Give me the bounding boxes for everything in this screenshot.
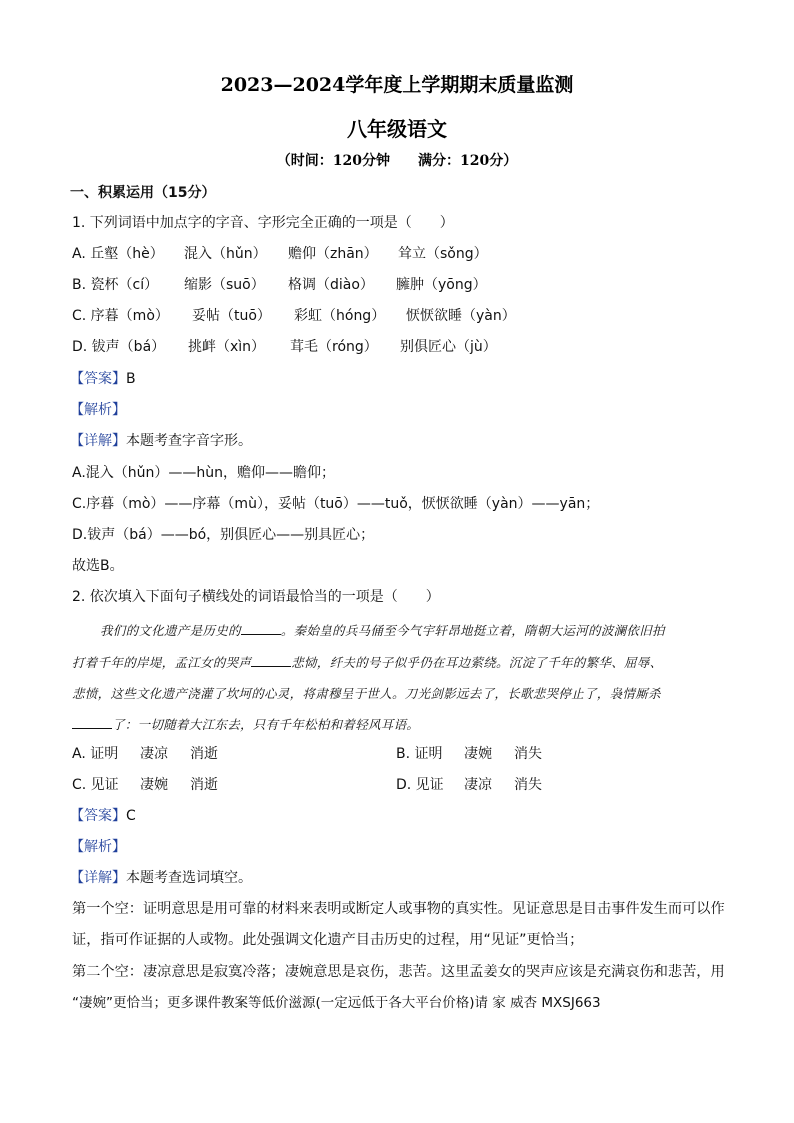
q2-option-c-1: C. 见证 (72, 777, 119, 793)
q2-passage-line-3-a: 悲愤，这些文化遗产浇灌了坎坷的心灵，将肃穆呈于世人。刀光剑影远去了，长歌悲哭停止了，袅情厮杀 (72, 686, 661, 701)
q1-option-c (72, 307, 516, 325)
q1-analysis-tag: 【解析】 (70, 402, 126, 418)
q1-conclusion: 故选B。 (72, 558, 124, 574)
q1-option-a-3: 赡仰（zhān） (288, 246, 378, 262)
q2-option-d (396, 776, 542, 794)
q2-blank-3 (72, 716, 112, 729)
q2-passage-line-2-a: 打着千年的岸堤，孟江女的哭声 (72, 655, 252, 670)
q1-option-b-4: 臃肿（yōng） (396, 277, 487, 293)
q1-option-a (72, 245, 488, 263)
q2-option-c-3: 消逝 (190, 777, 218, 793)
q2-option-b-2: 凄婉 (464, 746, 492, 762)
q2-option-c (72, 776, 218, 794)
q1-detail (70, 432, 252, 450)
q2-option-a (72, 745, 218, 763)
q1-option-c-4: 恹恹欲睡（yàn） (406, 308, 516, 324)
q2-passage-line-2-b: 悲恸，纤夫的号子似乎仍在耳边萦绕。沉淀了千年的繁华、屈辱、 (291, 655, 663, 670)
section-title: 一、积累运用（15分） (70, 185, 216, 201)
q1-option-c-1: C. 序暮（mò） (72, 308, 169, 324)
q2-passage-line-4-b: 了：一切随着大江东去，只有千年松柏和着轻风耳语。 (112, 717, 420, 732)
q2-option-a-3: 消逝 (190, 746, 218, 762)
q1-option-a-4: 耸立（sǒng） (398, 246, 488, 262)
q2-answer-value: C (126, 808, 136, 824)
q1-option-c-2: 妥帖（tuō） (192, 308, 271, 324)
q2-detail-line-1: 第一个空：证明意思是用可靠的材料来表明或断定人或事物的真实性。见证意思是目击事件发生而可以作 (72, 901, 725, 917)
q1-option-b-2: 缩影（suō） (184, 277, 265, 293)
q2-option-d-2: 凄凉 (464, 777, 492, 793)
q2-passage-line-3 (72, 684, 722, 702)
exam-info: （时间：120分钟 满分：120分） (276, 153, 518, 169)
q1-answer-value: B (126, 371, 136, 387)
q1-option-b-3: 格调（diào） (288, 277, 374, 293)
q1-detail-tag: 【详解】 (70, 433, 126, 449)
q2-passage-line-1 (72, 621, 722, 639)
q2-answer (70, 807, 136, 825)
q2-blank-2 (251, 654, 291, 667)
q1-option-d-1: D. 钹声（bá） (72, 339, 166, 355)
q2-analysis-tag: 【解析】 (70, 839, 126, 855)
exam-subject: 八年级语文 (347, 117, 447, 141)
q1-stem: 1. 下列词语中加点字的字音、字形完全正确的一项是（ ） (72, 215, 454, 231)
q1-option-c-3: 彩虹（hóng） (294, 308, 386, 324)
q1-option-d-3: 茸毛（róng） (290, 339, 378, 355)
q2-passage-line-1-b: 。秦始皇的兵马俑至今气宇轩昂地挺立着，隋朝大运河的波澜依旧拍 (280, 623, 665, 638)
q1-detail-line-2: C.序暮（mò）——序幕（mù），妥帖（tuō）——tuǒ，恹恹欲睡（yàn）——yān； (72, 496, 600, 512)
q2-detail-line-4: “凄婉”更恰当；更多课件教案等低价滋源(一定远低于各大平台价格)请 家 威杏 MXSJ663 (72, 995, 601, 1011)
q2-detail-line-2: 证，指可作证据的人或物。此处强调文化遗产目击历史的过程，用“见证”更恰当； (72, 932, 584, 948)
q1-answer (70, 370, 136, 388)
q2-analysis (70, 838, 126, 856)
q1-option-a-2: 混入（hǔn） (184, 246, 267, 262)
q1-analysis (70, 401, 126, 419)
q2-option-d-1: D. 见证 (396, 777, 444, 793)
q1-option-b-1: B. 瓷杯（cí） (72, 277, 159, 293)
q2-detail-line-3: 第二个空：凄凉意思是寂寞冷落；凄婉意思是哀伤，悲苦。这里孟姜女的哭声应该是充满哀伤和悲苦，用 (72, 964, 725, 980)
q2-option-b-1: B. 证明 (396, 746, 443, 762)
q2-option-c-2: 凄婉 (140, 777, 168, 793)
exam-title: 2023—2024学年度上学期期末质量监测 (220, 74, 574, 96)
q1-answer-tag: 【答案】 (70, 371, 126, 387)
q1-option-d (72, 338, 497, 356)
q2-blank-1 (241, 622, 281, 635)
q1-option-d-2: 挑衅（xìn） (188, 339, 266, 355)
q1-detail-line-1: A.混入（hǔn）——hùn，赡仰——瞻仰； (72, 465, 336, 481)
q2-option-b-3: 消失 (514, 746, 542, 762)
q2-option-d-3: 消失 (514, 777, 542, 793)
q2-answer-tag: 【答案】 (70, 808, 126, 824)
q2-option-a-1: A. 证明 (72, 746, 119, 762)
q2-passage-line-4 (72, 715, 722, 733)
q2-stem: 2. 依次填入下面句子横线处的词语最恰当的一项是（ ） (72, 589, 440, 605)
q2-detail-tag: 【详解】 (70, 870, 126, 886)
q1-option-b (72, 276, 487, 294)
q2-detail-text: 本题考查选词填空。 (126, 870, 252, 886)
q2-option-a-2: 凄凉 (140, 746, 168, 762)
q2-option-b (396, 745, 542, 763)
q2-detail (70, 869, 252, 887)
q1-option-a-1: A. 丘壑（hè） (72, 246, 164, 262)
q1-detail-line-3: D.钹声（bá）——bó，别俱匠心——别具匠心； (72, 527, 375, 543)
q2-passage-line-2 (72, 653, 722, 671)
q1-detail-text: 本题考查字音字形。 (126, 433, 252, 449)
q1-option-d-4: 别俱匠心（jù） (400, 339, 497, 355)
q2-passage-line-1-a: 我们的文化遗产是历史的 (100, 623, 241, 638)
